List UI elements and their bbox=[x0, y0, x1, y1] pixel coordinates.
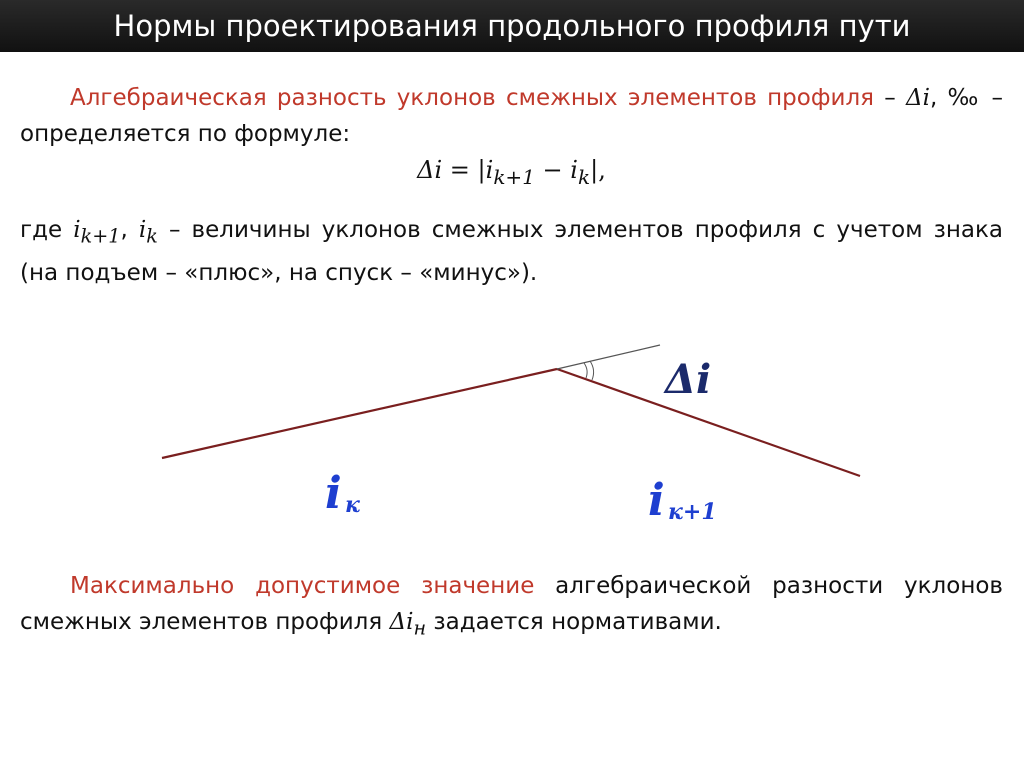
definition-term: Алгебраическая разность уклонов смежных элементов профиля bbox=[70, 85, 875, 111]
slide-title: Нормы проектирования продольного профиля пути bbox=[0, 0, 1024, 52]
where-text: – величины уклонов смежных элементов профиля с учетом знака (на подъем – «плюс», на спуск – «минус»). bbox=[20, 217, 1004, 286]
formula-close: |, bbox=[590, 156, 606, 184]
angle-arc-inner bbox=[584, 363, 587, 378]
ik1-label: i bbox=[648, 475, 665, 526]
formula-term2: i bbox=[570, 156, 578, 184]
definition-paragraph bbox=[20, 80, 1003, 152]
formula-term1-sub: k+1 bbox=[493, 164, 535, 189]
max-value-paragraph bbox=[20, 568, 1003, 647]
where-paragraph bbox=[20, 212, 1003, 291]
formula-lhs: Δi bbox=[417, 156, 443, 184]
max-value-text1: алгебраической разности уклонов смежных элементов профиля bbox=[20, 573, 1003, 635]
ik1-label-sub: к+1 bbox=[668, 499, 717, 525]
formula-term1: i bbox=[485, 156, 494, 184]
var-ik1-sub: k+1 bbox=[80, 224, 121, 248]
definition-rest: , ‰ – определяется по формуле: bbox=[20, 85, 1004, 147]
where-comma: , bbox=[120, 217, 139, 243]
angle-arc-outer bbox=[590, 361, 594, 380]
delta-i-label: Δi bbox=[665, 356, 712, 403]
formula-eq: = | bbox=[442, 156, 486, 184]
ik-label-sub: к bbox=[345, 492, 360, 518]
ik-label: i bbox=[325, 468, 342, 519]
left-profile-line bbox=[162, 369, 557, 458]
where-lead: где bbox=[20, 217, 74, 243]
max-value-text2: задается нормативами. bbox=[426, 609, 722, 635]
delta-in-sub: н bbox=[413, 616, 427, 640]
profile-diagram bbox=[0, 320, 1024, 550]
delta-in-symbol: Δi bbox=[389, 609, 414, 635]
max-value-term: Максимально допустимое значение bbox=[70, 573, 535, 599]
definition-dash: – bbox=[874, 85, 906, 111]
var-ik1: i bbox=[73, 217, 81, 243]
var-ik: i bbox=[138, 217, 147, 243]
formula-term2-sub: k bbox=[577, 164, 591, 189]
formula-minus: − bbox=[534, 156, 571, 184]
delta-i-symbol: Δi bbox=[905, 85, 930, 111]
extension-line bbox=[557, 345, 660, 369]
formula bbox=[20, 152, 1003, 195]
var-ik-sub: k bbox=[146, 224, 158, 248]
